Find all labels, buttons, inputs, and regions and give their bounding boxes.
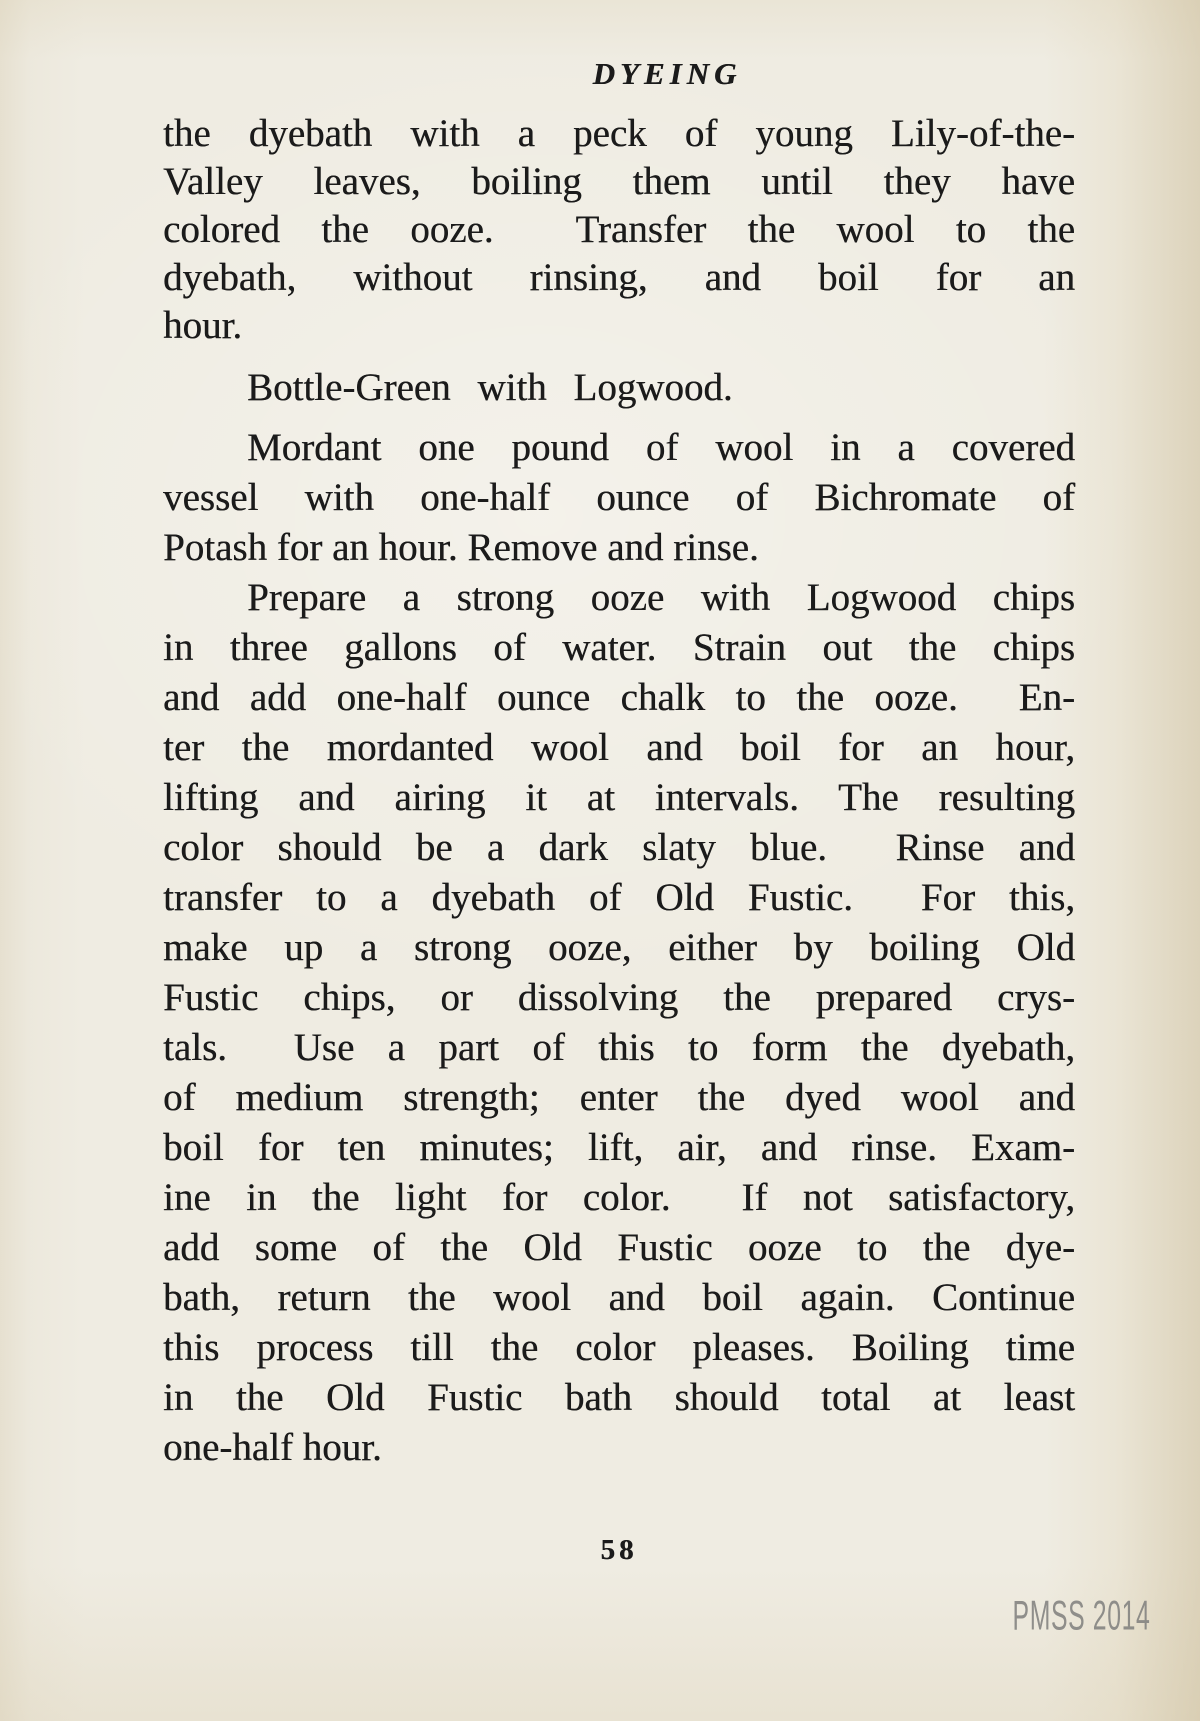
text-line: hour. (163, 304, 243, 347)
text-line: Mordant one pound of wool in a covered (247, 426, 1075, 469)
text-line: Bottle-Green with Logwood. (247, 366, 733, 409)
text-line: transfer to a dyebath of Old Fustic. For this, (163, 876, 1075, 919)
page-title: DYEING (592, 56, 742, 91)
text-line: dyebath, without rinsing, and boil for an (163, 256, 1075, 299)
paragraph (163, 423, 1075, 573)
text-line: and add one-half ounce chalk to the ooze. En- (163, 676, 1075, 719)
page-number: 58 (600, 1534, 638, 1566)
text-line: lifting and airing it at intervals. The resulting (163, 776, 1075, 819)
paragraph (163, 110, 1075, 350)
section-heading (163, 363, 1075, 413)
body-text (163, 110, 1075, 1473)
text-line: Valley leaves, boiling them until they have (163, 160, 1075, 203)
paragraph (163, 573, 1075, 1473)
text-line: add some of the Old Fustic ooze to the dye- (163, 1226, 1075, 1269)
text-line: Fustic chips, or dissolving the prepared crys- (163, 976, 1075, 1019)
watermark: PMSS 2014 (1012, 1592, 1150, 1640)
text-line: the dyebath with a peck of young Lily-of-the- (163, 112, 1075, 155)
text-line: in three gallons of water. Strain out the chips (163, 626, 1075, 669)
text-line: this process till the color pleases. Boiling time (163, 1326, 1075, 1369)
text-line: Potash for an hour. Remove and rinse. (163, 526, 759, 569)
text-line: ine in the light for color. If not satisfactory, (163, 1176, 1075, 1219)
text-line: in the Old Fustic bath should total at least (163, 1376, 1075, 1419)
text-line: Prepare a strong ooze with Logwood chips (247, 576, 1075, 619)
text-line: color should be a dark slaty blue. Rinse and (163, 826, 1075, 869)
text-line: one-half hour. (163, 1426, 382, 1469)
text-line: ter the mordanted wool and boil for an hour, (163, 726, 1075, 769)
text-line: boil for ten minutes; lift, air, and rinse. Exam- (163, 1126, 1075, 1169)
text-line: bath, return the wool and boil again. Continue (163, 1276, 1075, 1319)
text-line: colored the ooze. Transfer the wool to the (163, 208, 1075, 251)
text-line: make up a strong ooze, either by boiling Old (163, 926, 1075, 969)
text-line: vessel with one-half ounce of Bichromate of (163, 476, 1075, 519)
text-line: tals. Use a part of this to form the dyebath, (163, 1026, 1075, 1069)
text-line: of medium strength; enter the dyed wool and (163, 1076, 1075, 1119)
